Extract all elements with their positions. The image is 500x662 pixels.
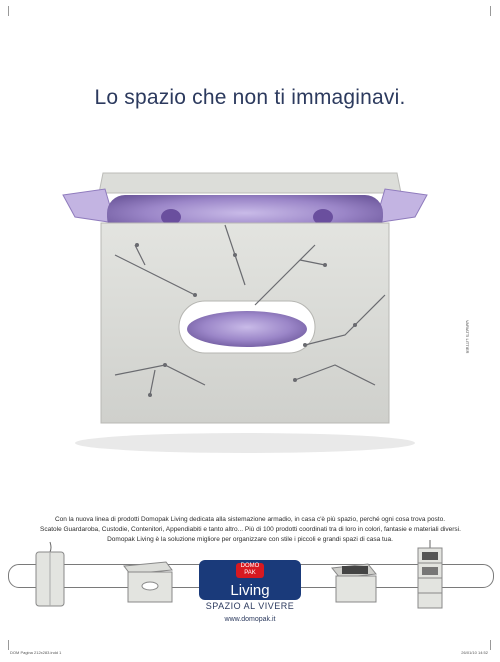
garment-bag-image — [30, 538, 70, 610]
body-line-3: Domopak Living è la soluzione migliore per organizzare con stile i piccoli e grandi spazi di casa tua. — [107, 536, 393, 543]
crop-mark — [8, 640, 9, 650]
logo-wordmark: Living — [230, 582, 270, 599]
hanging-organizer-image — [410, 538, 450, 610]
storage-box-image — [55, 165, 435, 465]
website-link[interactable]: www.domopak.it — [224, 616, 276, 623]
print-slug-filename: DOM Pagina 212x283.indd 1 — [10, 650, 62, 655]
open-storage-box-image — [328, 538, 380, 610]
tagline: SPAZIO AL VIVERE — [205, 601, 295, 611]
domopak-living-logo — [199, 560, 301, 600]
body-line-1: Con la nuova linea di prodotti Domopak Living dedicata alla sistemazione armadio, in casa c'è più spazio, perché ogni cosa trova posto. — [54, 516, 446, 523]
body-line-2: Scatole Guardaroba, Custodie, Contenitori, Appendiabiti e tanto altro... Più di 100 prodotti coordinati tra di loro in colori, fantasie e materiali diversi. — [40, 526, 461, 533]
side-credit: VARIATTI LITTIER — [465, 320, 470, 354]
print-slug-timestamp: 26/01/10 14:52 — [461, 650, 488, 655]
crop-mark — [490, 6, 491, 16]
brand-badge: DOMO PAK — [236, 563, 264, 578]
crop-mark — [490, 640, 491, 650]
crop-mark — [8, 6, 9, 16]
storage-box-thumb — [120, 538, 176, 610]
body-copy — [40, 515, 460, 545]
headline: Lo spazio che non ti immaginavi. — [94, 86, 406, 109]
